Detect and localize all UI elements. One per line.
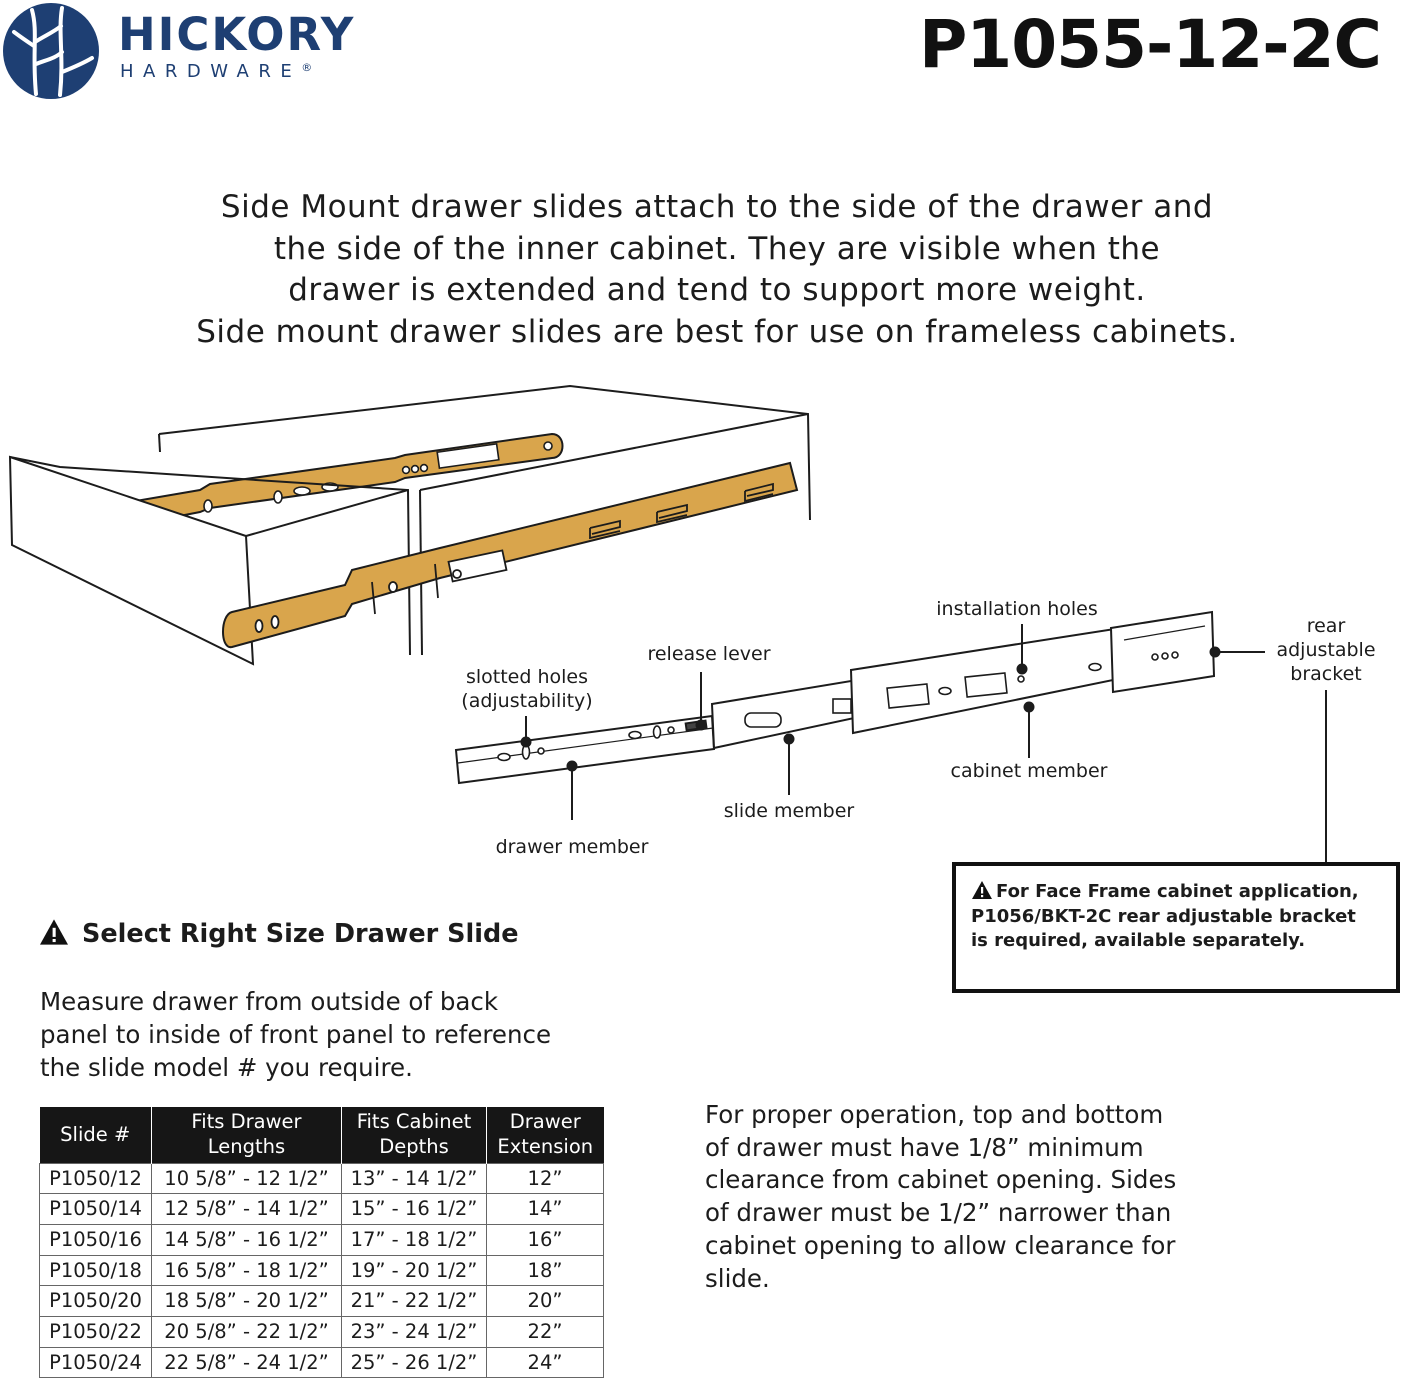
select-size-heading: Select Right Size Drawer Slide — [38, 918, 519, 950]
table-cell: 12” — [487, 1163, 604, 1194]
table-row — [40, 1163, 604, 1194]
header-drawer-lengths: Fits Drawer Lengths — [152, 1107, 342, 1163]
warning-line: is required, available separately. — [971, 930, 1306, 951]
label-release-lever: release lever — [647, 643, 771, 665]
table-cell: 20 5/8” - 22 1/2” — [152, 1316, 342, 1347]
label-installation-holes: installation holes — [936, 598, 1098, 620]
table-cell: 16” — [487, 1224, 604, 1255]
table-cell: 22 5/8” - 24 1/2” — [152, 1347, 342, 1378]
table-row — [40, 1255, 604, 1286]
table-row — [40, 1286, 604, 1317]
brand-subtitle: HARDWARE® — [120, 61, 313, 82]
model-number: P1055-12-2C — [918, 6, 1381, 83]
intro-line: Side Mount drawer slides attach to the side of the drawer and — [220, 189, 1214, 225]
intro-paragraph — [100, 187, 1334, 353]
table-cell: 14 5/8” - 16 1/2” — [152, 1224, 342, 1255]
warning-triangle-icon — [38, 918, 70, 946]
hickory-logo-icon — [2, 2, 102, 100]
table-cell: 10 5/8” - 12 1/2” — [152, 1163, 342, 1194]
table-cell: 15” - 16 1/2” — [342, 1194, 487, 1225]
header-cabinet-depths: Fits Cabinet Depths — [342, 1107, 487, 1163]
label-rear-adjustable-bracket: rear adjustable bracket — [1276, 615, 1376, 685]
table-cell: 23” - 24 1/2” — [342, 1316, 487, 1347]
label-cabinet-member: cabinet member — [950, 760, 1108, 782]
table-row — [40, 1316, 604, 1347]
table-cell: 18” — [487, 1255, 604, 1286]
clearance-notes: For proper operation, top and bottom of drawer must have 1/8” minimum clearance from cabinet opening. Sides of drawer must be 1/2” narrower than cabinet opening to allow clearance for slide. — [705, 1100, 1177, 1293]
slide-diagram — [0, 370, 1403, 870]
table-row — [40, 1194, 604, 1225]
table-cell: P1050/12 — [40, 1163, 152, 1194]
table-cell: 21” - 22 1/2” — [342, 1286, 487, 1317]
face-frame-warning-box — [952, 862, 1400, 993]
table-row — [40, 1224, 604, 1255]
brand-name: HICKORY — [118, 8, 356, 61]
table-cell: 12 5/8” - 14 1/2” — [152, 1194, 342, 1225]
warning-line: For Face Frame cabinet application, — [971, 880, 1382, 905]
table-cell: 20” — [487, 1286, 604, 1317]
table-cell: P1050/22 — [40, 1316, 152, 1347]
table-header-row — [40, 1107, 604, 1163]
intro-line: drawer is extended and tend to support more weight. — [288, 272, 1146, 308]
warning-line: P1056/BKT-2C rear adjustable bracket — [971, 905, 1356, 927]
intro-line: Side mount drawer slides are best for use on frameless cabinets. — [196, 313, 1238, 350]
table-cell: P1050/16 — [40, 1224, 152, 1255]
table-cell: 25” - 26 1/2” — [342, 1347, 487, 1378]
table-cell: P1050/14 — [40, 1194, 152, 1225]
table-row — [40, 1347, 604, 1378]
table-cell: 24” — [487, 1347, 604, 1378]
slide-size-table — [39, 1107, 604, 1378]
table-cell: 18 5/8” - 20 1/2” — [152, 1286, 342, 1317]
table-cell: 16 5/8” - 18 1/2” — [152, 1255, 342, 1286]
header-drawer-extension: Drawer Extension — [487, 1107, 604, 1163]
table-cell: P1050/18 — [40, 1255, 152, 1286]
header-slide-number: Slide # — [40, 1107, 152, 1163]
table-cell: 17” - 18 1/2” — [342, 1224, 487, 1255]
table-cell: P1050/24 — [40, 1347, 152, 1378]
table-cell: P1050/20 — [40, 1286, 152, 1317]
brand-logo — [2, 2, 356, 98]
label-slotted-holes: slotted holes (adjustability) — [461, 666, 593, 712]
table-cell: 22” — [487, 1316, 604, 1347]
intro-line: the side of the inner cabinet. They are visible when the — [273, 230, 1161, 267]
table-cell: 14” — [487, 1194, 604, 1225]
label-drawer-member: drawer member — [495, 836, 649, 858]
measure-instructions: Measure drawer from outside of back panel to inside of front panel to reference the slide model # you require. — [40, 987, 552, 1082]
table-cell: 13” - 14 1/2” — [342, 1163, 487, 1194]
label-slide-member: slide member — [723, 800, 855, 822]
table-cell: 19” - 20 1/2” — [342, 1255, 487, 1286]
warning-triangle-icon — [971, 880, 993, 900]
